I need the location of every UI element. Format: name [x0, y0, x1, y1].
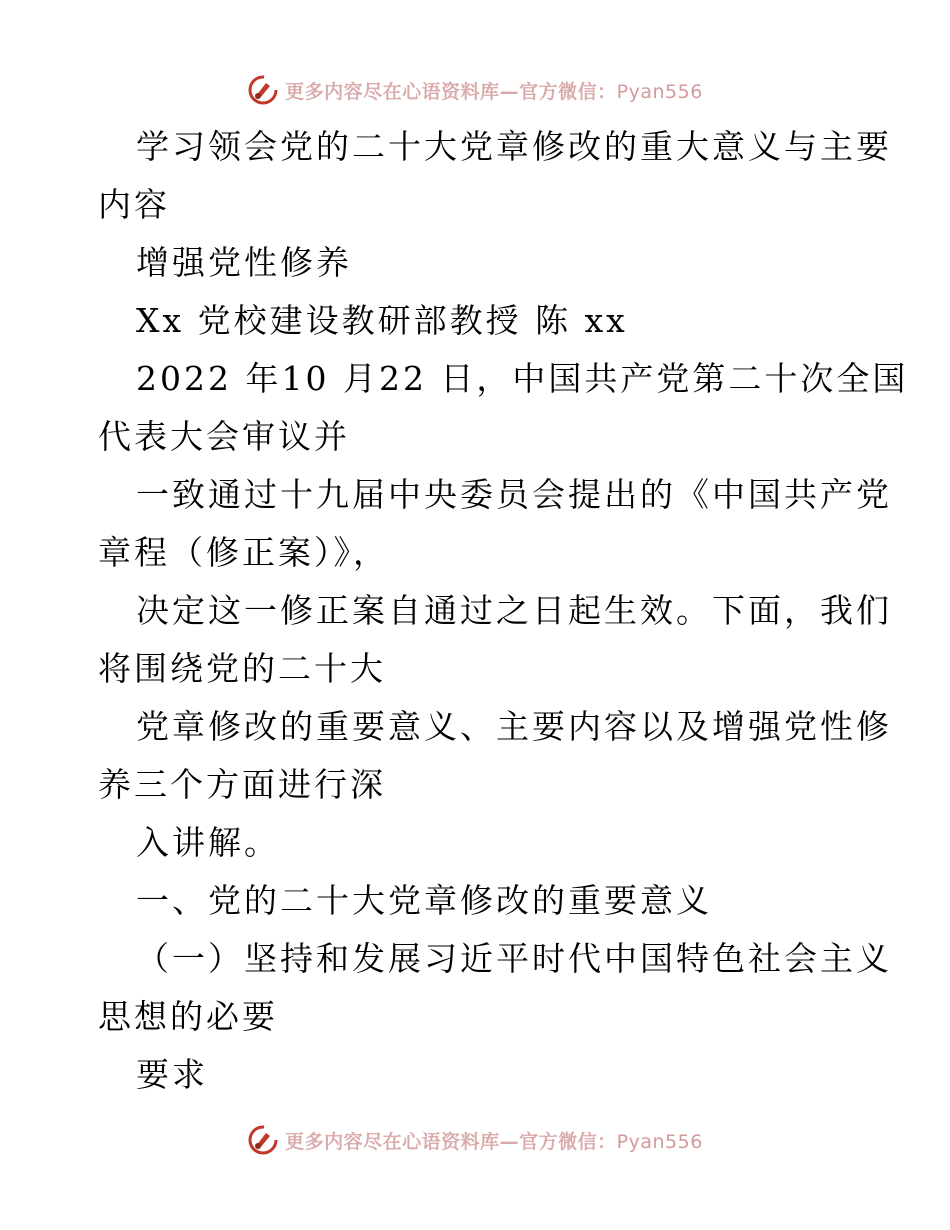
- text-line: 一、党的二十大党章修改的重要意义: [136, 881, 712, 920]
- text-line: 章程（修正案）》，: [98, 533, 389, 572]
- text-line: 要求: [136, 1055, 208, 1094]
- text-line: 决定这一修正案自通过之日起生效。下面，我们: [136, 591, 892, 630]
- text-line: 将围绕党的二十大: [98, 649, 386, 688]
- text-line: Xx 党校建设教研部教授 陈 xx: [136, 301, 628, 340]
- brush-logo-icon: [247, 74, 279, 106]
- text-line: 学习领会党的二十大党章修改的重大意义与主要: [136, 127, 892, 166]
- text-line: 党章修改的重要意义、主要内容以及增强党性修: [136, 707, 892, 746]
- brush-logo-icon: [247, 1124, 279, 1156]
- document-body: [98, 118, 909, 1104]
- text-line: 增强党性修养: [136, 243, 352, 282]
- wechat-id: Pyan556: [616, 80, 703, 103]
- text-line: （一）坚持和发展习近平时代中国特色社会主义: [136, 939, 892, 978]
- header-watermark: [0, 72, 950, 108]
- wechat-id: Pyan556: [616, 1130, 703, 1153]
- text-line: 养三个方面进行深: [98, 765, 386, 804]
- text-line: 代表大会审议并: [98, 417, 350, 456]
- text-line: 内容: [98, 185, 170, 224]
- text-line: 思想的必要: [98, 997, 278, 1036]
- footer-watermark: [0, 1122, 950, 1158]
- text-line: 2022 年10 月22 日，中国共产党第二十次全国: [136, 359, 909, 398]
- text-line: 一致通过十九届中央委员会提出的《中国共产党: [136, 475, 892, 514]
- text-line: 入讲解。: [136, 823, 280, 862]
- watermark-text: 更多内容尽在心语资料库—官方微信：Pyan556: [285, 80, 703, 103]
- watermark-text: 更多内容尽在心语资料库—官方微信：Pyan556: [285, 1130, 703, 1153]
